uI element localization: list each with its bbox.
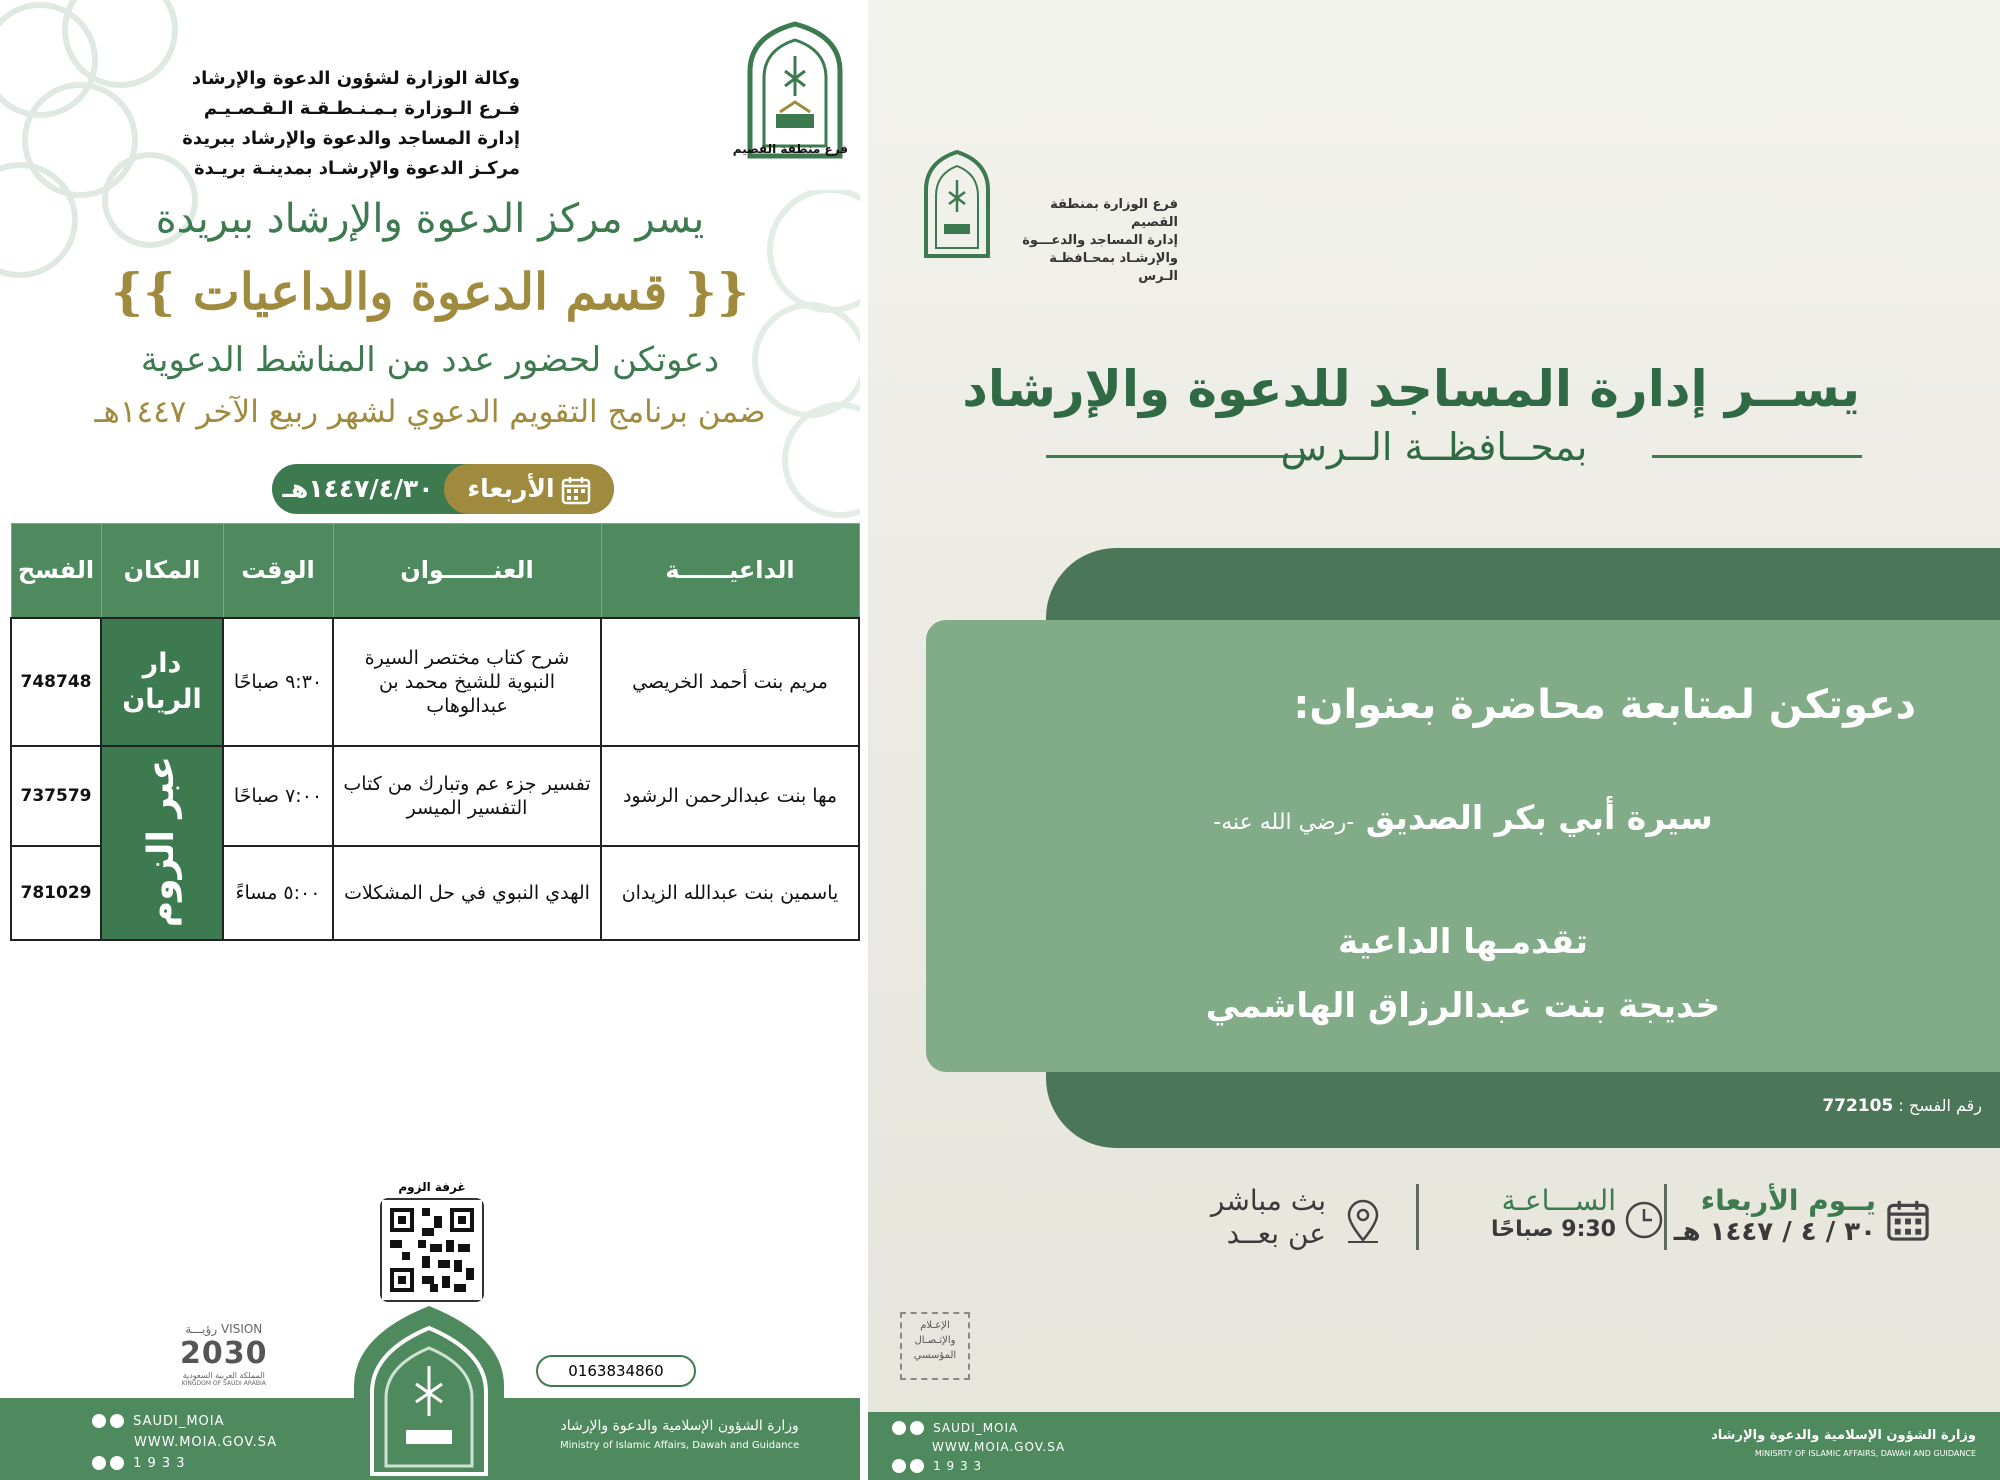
table-row — [11, 746, 859, 846]
presented-by: تقدمـها الداعية — [1337, 922, 1589, 962]
mosque-emblem-icon — [354, 1306, 504, 1480]
header-line: إدارة المساجد والدعوة والإرشاد ببريدة — [182, 128, 520, 149]
vision-word: VISION — [220, 1322, 263, 1336]
cell-speaker: مها بنت عبدالرحمن الرشود — [601, 746, 859, 846]
cell-time: ٥:٠٠ مساءً — [223, 846, 333, 940]
header-permit: الفسح — [11, 524, 101, 618]
footer-contact — [892, 1418, 1065, 1475]
poster-title: يســر إدارة المساجد للدعوة والإرشاد — [962, 360, 1860, 418]
speaker-name: خديجة بنت عبدالرزاق الهاشمي — [1205, 986, 1721, 1026]
header-line: فـرع الـوزارة بـمـنـطـقـة الـقـصـيـم — [203, 98, 520, 119]
vision-year: 2030 — [180, 1336, 268, 1371]
twitter-icon[interactable] — [92, 1414, 106, 1428]
facebook-icon[interactable] — [92, 1456, 106, 1470]
headline-invite: دعوتكن لحضور عدد من المناشط الدعوية — [140, 340, 720, 380]
time-value: 9:30 صباحًا — [1490, 1217, 1616, 1242]
broadcast-line1: بث مباشر — [1210, 1184, 1326, 1217]
zoom-room-label: غرفة الزوم — [398, 1180, 466, 1194]
cell-title: الهدي النبوي في حل المشكلات — [333, 846, 601, 940]
header-line: مركـز الدعوة والإرشـاد بمدينـة بريـدة — [193, 158, 520, 179]
cell-speaker: ياسمين بنت عبدالله الزيدان — [601, 846, 859, 940]
lecture-suffix: -رضي الله عنه- — [1213, 810, 1355, 835]
date-day — [444, 464, 614, 514]
instagram-icon[interactable] — [110, 1414, 124, 1428]
calendar-icon — [1886, 1198, 1930, 1242]
right-poster — [868, 0, 2000, 1480]
panel-gap — [860, 0, 868, 1480]
lecture-card — [926, 620, 2000, 1072]
time-label: الســـاعـة — [1501, 1184, 1616, 1217]
footer-handle[interactable]: SAUDI_MOIA — [133, 1414, 225, 1429]
table-header-row — [11, 524, 859, 618]
cell-permit: 737579 — [11, 746, 101, 846]
header-place: المكان — [101, 524, 223, 618]
youtube-icon[interactable] — [910, 1459, 924, 1473]
qr-code[interactable] — [380, 1198, 484, 1302]
cell-time: ٧:٠٠ صباحًا — [223, 746, 333, 846]
permit-info — [1822, 1096, 1982, 1116]
facebook-icon[interactable] — [892, 1459, 906, 1473]
calendar-icon — [561, 475, 591, 505]
footer-bar — [868, 1412, 2000, 1480]
table-row — [11, 618, 859, 746]
lecture-title — [926, 798, 2000, 837]
ministry-name-en: Ministry of Islamic Affairs, Dawah and Guidance — [560, 1440, 800, 1451]
ministry-name-en: MINISRTY OF ISLAMIC AFFAIRS, DAWAH AND GUIDANCE — [1754, 1449, 1976, 1458]
schedule-table — [10, 523, 860, 941]
poster-subtitle: بمحــافظــة الــرس — [1280, 425, 1588, 469]
ministry-header — [182, 64, 520, 184]
cell-place-zoom — [101, 746, 223, 940]
media-line: والإتـصـال — [914, 1335, 956, 1346]
day-label: يــوم الأربعاء — [1700, 1184, 1876, 1217]
cell-time: ٩:٣٠ صباحًا — [223, 618, 333, 746]
cell-speaker: مريم بنت أحمد الخريصي — [601, 618, 859, 746]
media-line: المؤسسي — [913, 1350, 957, 1361]
footer-year: 1 9 3 3 — [933, 1459, 983, 1473]
vision-kingdom: المملكة العربية السعودية — [182, 1371, 265, 1380]
media-logo — [900, 1312, 970, 1380]
logo-line: إدارة المساجد والدعـــوة — [1022, 233, 1178, 248]
footer-site[interactable]: WWW.MOIA.GOV.SA — [134, 1435, 278, 1450]
header-line: وكالة الوزارة لشؤون الدعوة والإرشاد — [191, 68, 520, 89]
clock-icon — [1624, 1200, 1664, 1240]
info-separator — [1416, 1184, 1419, 1250]
instagram-icon[interactable] — [910, 1421, 924, 1435]
footer-handle[interactable]: SAUDI_MOIA — [933, 1421, 1019, 1435]
vision-2030-logo — [180, 1322, 268, 1387]
vision-ar: رؤيـــة — [185, 1322, 218, 1336]
left-poster — [0, 0, 860, 1480]
cell-place: دار الريان — [101, 618, 223, 746]
permit-number: 772105 — [1822, 1096, 1894, 1116]
info-broadcast — [1166, 1184, 1326, 1254]
cell-title: تفسير جزء عم وتبارك من كتاب التفسير الميسر — [333, 746, 601, 846]
date-day-label: الأربعاء — [467, 474, 555, 503]
info-time — [1466, 1184, 1616, 1254]
footer-ministry — [1711, 1428, 1976, 1458]
permit-label: رقم الفسح : — [1898, 1096, 1982, 1115]
youtube-icon[interactable] — [110, 1456, 124, 1470]
vision-kingdom-en: KINGDOM OF SAUDI ARABIA — [181, 1380, 266, 1387]
twitter-icon[interactable] — [892, 1421, 906, 1435]
qr-code-icon — [382, 1200, 482, 1300]
date-label: ٣٠ / ٤ / ١٤٤٧ هـ — [1673, 1217, 1876, 1247]
logo-line: والإرشـاد بمحـافظـة الـرس — [1049, 251, 1178, 284]
header-speaker: الداعيــــــة — [601, 524, 859, 618]
info-day — [1656, 1184, 1876, 1254]
invite-text: دعوتكن لمتابعة محاضرة بعنوان: — [1293, 682, 1916, 728]
header-time: الوقت — [223, 524, 333, 618]
logo-caption: فرع منطقة القصيم — [732, 142, 848, 156]
cell-permit: 781029 — [11, 846, 101, 940]
footer-ministry — [560, 1418, 799, 1451]
cell-permit: 748748 — [11, 618, 101, 746]
footer-contact — [92, 1410, 277, 1473]
headline-section: {{ قسم الدعوة والداعيات }} — [111, 262, 749, 321]
headline-center: يسر مركز الدعوة والإرشاد ببريدة — [155, 196, 705, 242]
lecture-name: سيرة أبي بكر الصديق — [1365, 798, 1713, 837]
headline-program: ضمن برنامج التقويم الدعوي لشهر ربيع الآخر ١٤٤٧هـ — [94, 394, 766, 430]
zoom-place-label: عبر الزوم — [141, 756, 182, 928]
date-pill — [272, 464, 614, 514]
ministry-name-ar: وزارة الشؤون الإسلامية والدعوة والإرشاد — [1711, 1428, 1976, 1443]
broadcast-line2: عن بعــد — [1226, 1217, 1326, 1250]
date-value: ١٤٤٧/٤/٣٠هـ — [282, 474, 434, 503]
phone-number[interactable]: 0163834860 — [536, 1355, 696, 1387]
media-line: الإعـلام — [920, 1320, 950, 1331]
footer-site[interactable]: WWW.MOIA.GOV.SA — [932, 1440, 1066, 1454]
ministry-name-ar: وزارة الشؤون الإسلامية والدعوة والإرشاد — [560, 1418, 799, 1434]
info-separator — [1664, 1184, 1667, 1250]
logo-line: فرع الوزارة بمنطقة القصيم — [1050, 197, 1178, 230]
header-title: العنــــــوان — [333, 524, 601, 618]
footer-year: 1 9 3 3 — [133, 1456, 186, 1471]
logo-lines — [1008, 196, 1178, 286]
ministry-logo-icon — [922, 150, 992, 260]
location-pin-icon — [1344, 1198, 1382, 1244]
cell-title: شرح كتاب مختصر السيرة النبوية للشيخ محمد بن عبدالوهاب — [333, 618, 601, 746]
